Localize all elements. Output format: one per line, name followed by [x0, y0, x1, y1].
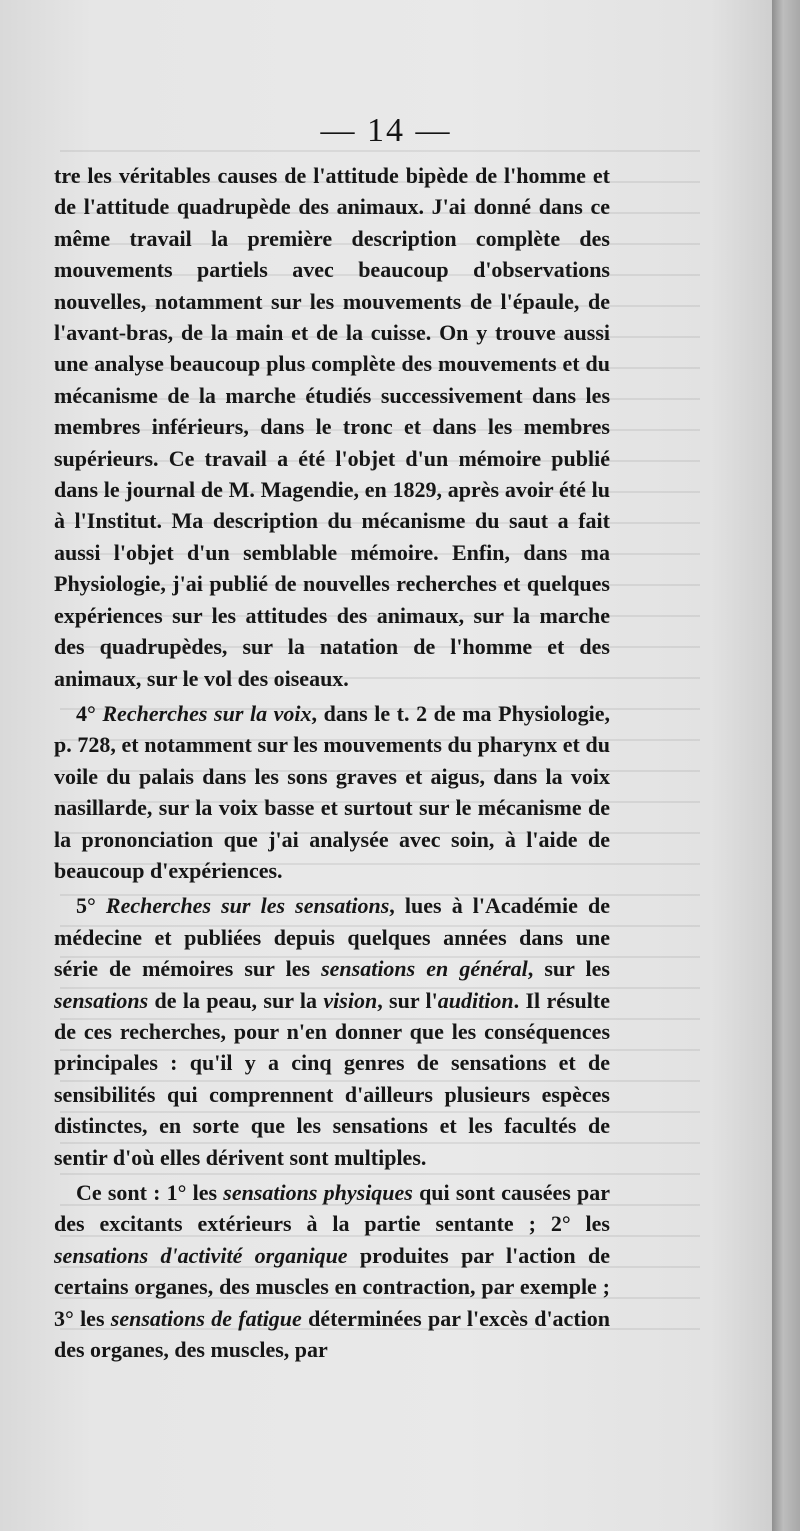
section-title: Recherches sur les sensations: [105, 893, 390, 919]
emphasis: sensations d'activité organique: [54, 1242, 348, 1268]
paragraph-text: , sur l': [377, 987, 438, 1013]
paragraph-text: déterminées par l'excès d'action des organes, des muscles, par: [54, 1305, 610, 1363]
emphasis: sensations: [54, 987, 149, 1013]
item-number: 4°: [76, 700, 103, 726]
paragraph-text: produites par l'action de certains organes, des muscles en contraction, par exemple ; 3° les: [54, 1242, 610, 1331]
paragraph-text: , sur les: [527, 956, 610, 982]
page-body: [54, 160, 610, 1365]
paragraph-text: qui sont causées par des excitants extérieurs à la partie sentante ; 2° les: [54, 1180, 610, 1237]
paragraph-1: tre les véritables causes de l'attitude bipède de l'homme et de l'attitude quadrupède des animaux. J'ai donné dans ce même travail la première description complète des mouvements partiels avec beaucoup d'observations nouvelles, notamment sur les mouvements de l'épaule, de l'avant-bras, de la main et de la cuisse. On y trouve aussi une analyse beaucoup plus complète des mouvements et du mécanisme de la marche étudiés successivement dans les membres inférieurs, dans le tronc et dans les membres supérieurs. Ce travail a été l'objet d'un mémoire publié dans le journal de M. Magendie, en 1829, après avoir été lu à l'Institut. Ma description du mécanisme du saut a fait aussi l'objet d'un semblable mémoire. Enfin, dans ma Physiologie, j'ai publié de nouvelles recherches et quelques expériences sur les attitudes des animaux, sur la marche des quadrupèdes, sur la natation de l'homme et des animaux, sur le vol des oiseaux.: [54, 163, 610, 691]
paragraph-text: de la peau, sur la: [148, 987, 324, 1013]
section-title: Recherches sur la voix: [102, 700, 312, 726]
page-edge: [772, 0, 800, 1531]
page-number: — 14 —: [320, 112, 452, 149]
item-number: 5°: [76, 893, 106, 919]
paragraph-text: Ce sont : 1° les: [76, 1180, 224, 1205]
emphasis: audition: [437, 987, 514, 1013]
emphasis: sensations en général: [321, 956, 528, 982]
emphasis: sensations de fatigue: [110, 1305, 302, 1331]
paragraph-text: , lues à l'Académie de médecine et publiées depuis quelques années dans une série de mémoires sur les: [54, 893, 610, 982]
paragraph-text: , dans le t. 2 de ma Physiologie, p. 728, et notamment sur les mouvements du pharynx et du voile du palais dans les sons graves et aigus, dans la voix nasillarde, sur la voix basse et surtout sur le mécanisme de la prononciation que j'ai analysée avec soin, à l'aide de beaucoup d'expériences.: [54, 700, 610, 883]
emphasis: vision: [323, 987, 378, 1013]
paragraph-3: [54, 890, 610, 1173]
paragraph-2: [54, 698, 610, 886]
emphasis: sensations physiques: [223, 1180, 413, 1205]
paragraph-4: [54, 1177, 610, 1365]
paragraph-text: . Il résulte de ces recherches, pour n'en donner que les conséquences principales : qu'il y a cinq genres de sensations et de sensibilités qui comprennent d'ailleurs plusieurs espèces distinctes, en sorte que les sensations et les facultés de sentir d'où elles dérivent sont multiples.: [54, 987, 610, 1170]
